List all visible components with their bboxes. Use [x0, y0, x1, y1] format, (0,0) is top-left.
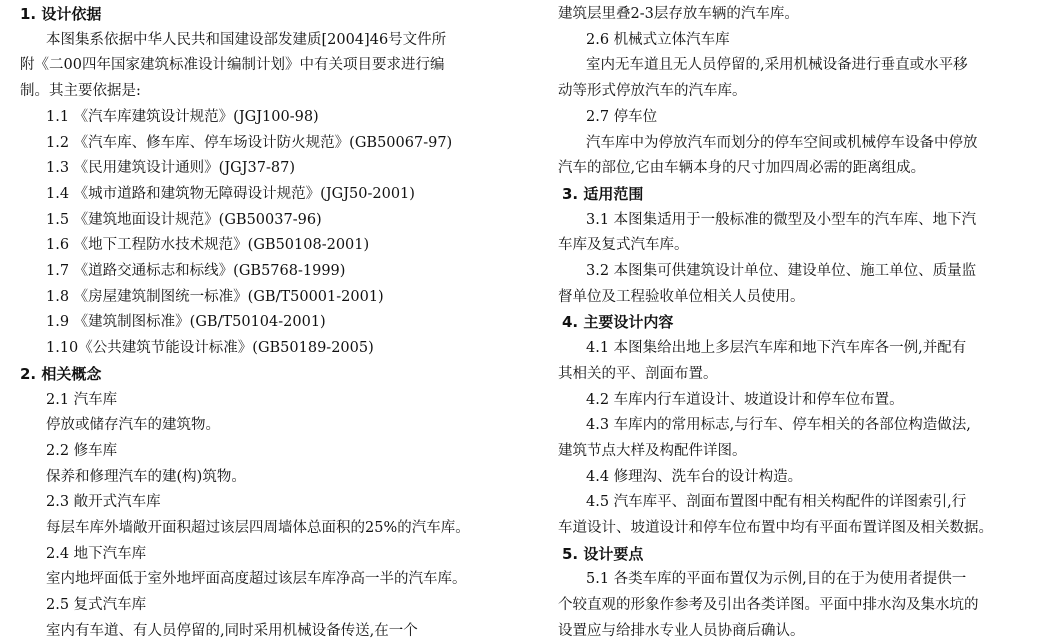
- text-line: 1.2 《汽车库、修车库、停车场设计防火规范》(GB50067-97): [46, 134, 453, 151]
- text-line: 室内地坪面低于室外地坪面高度超过该层车库净高一半的汽车库。: [46, 571, 467, 588]
- text-line: 车库及复式汽车库。: [558, 237, 689, 254]
- text-line: 1.4 《城市道路和建筑物无障碍设计规范》(JGJ50-2001): [46, 185, 415, 202]
- text-line: 1.3 《民用建筑设计通则》(JGJ37-87): [46, 160, 295, 177]
- text-line: 2.1 汽车库: [46, 391, 118, 408]
- text-line: 1.7 《道路交通标志和标线》(GB5768-1999): [46, 263, 346, 279]
- text-line: 2.2 修车库: [46, 442, 118, 459]
- text-line: 4.3 车库内的常用标志,与行车、停车相关的各部位构造做法,: [586, 417, 971, 434]
- section-heading: 3. 适用范围: [562, 184, 644, 203]
- text-line: 汽车库中为停放汽车而划分的停车空间或机械停车设备中停放: [586, 134, 978, 151]
- text-line: 个较直观的形象作参考及引出各类详图。平面中排水沟及集水坑的: [558, 597, 979, 614]
- text-line: 4.4 修理沟、洗车台的设计构造。: [586, 468, 803, 485]
- text-line: 2.5 复式汽车库: [46, 597, 147, 614]
- text-line: 保养和修理汽车的建(构)筑物。: [46, 468, 246, 485]
- section-heading: 1. 设计依据: [20, 5, 102, 23]
- text-line: 1.10《公共建筑节能设计标准》(GB50189-2005): [46, 340, 374, 357]
- text-line: 1.9 《建筑制图标准》(GB/T50104-2001): [46, 314, 326, 331]
- text-line: 1.6 《地下工程防水技术规范》(GB50108-2001): [46, 237, 370, 254]
- text-line: 附《二00四年国家建筑标准设计编制计划》中有关项目要求进行编: [20, 57, 445, 74]
- text-line: 建筑节点大样及构配件详图。: [558, 442, 747, 459]
- text-line: 本图集系依据中华人民共和国建设部发建质[2004]46号文件所: [46, 31, 447, 48]
- text-line: 制。其主要依据是:: [20, 83, 141, 100]
- text-line: 设置应与给排水专业人员协商后确认。: [558, 622, 805, 639]
- text-line: 2.3 敞开式汽车库: [46, 494, 161, 511]
- text-line: 车道设计、坡道设计和停车位布置中均有平面布置详图及相关数据。: [558, 520, 993, 536]
- text-line: 室内有车道、有人员停留的,同时采用机械设备传送,在一个: [46, 622, 418, 639]
- text-line: 1.1 《汽车库建筑设计规范》(JGJ100-98): [46, 108, 319, 125]
- section-heading: 5. 设计要点: [562, 544, 644, 563]
- text-line: 室内无车道且无人员停留的,采用机械设备进行垂直或水平移: [586, 57, 968, 74]
- text-line: 3.1 本图集适用于一般标准的微型及小型车的汽车库、地下汽: [586, 211, 977, 228]
- text-line: 4.1 本图集给出地上多层汽车库和地下汽车库各一例,并配有: [586, 340, 967, 357]
- text-line: 每层车库外墙敞开面积超过该层四周墙体总面积的25%的汽车库。: [46, 520, 470, 536]
- text-line: 1.8 《房屋建筑制图统一标准》(GB/T50001-2001): [46, 288, 384, 305]
- text-line: 3.2 本图集可供建筑设计单位、建设单位、施工单位、质量监: [586, 263, 977, 279]
- text-line: 停放或储存汽车的建筑物。: [46, 417, 220, 434]
- text-line: 1.5 《建筑地面设计规范》(GB50037-96): [46, 211, 322, 228]
- text-line: 动等形式停放汽车的汽车库。: [558, 83, 747, 100]
- section-heading: 4. 主要设计内容: [562, 313, 674, 332]
- text-line: 2.4 地下汽车库: [46, 545, 147, 562]
- text-line: 其相关的平、剖面布置。: [558, 365, 718, 382]
- text-line: 5.1 各类车库的平面布置仅为示例,目的在于为使用者提供一: [586, 571, 967, 588]
- text-line: 2.7 停车位: [586, 108, 658, 125]
- text-line: 汽车的部位,它由车辆本身的尺寸加四周必需的距离组成。: [558, 160, 926, 177]
- text-line: 建筑层里叠2-3层存放车辆的汽车库。: [558, 6, 799, 22]
- section-heading: 2. 相关概念: [20, 364, 102, 383]
- text-line: 4.2 车库内行车道设计、坡道设计和停车位布置。: [586, 391, 904, 408]
- text-line: 2.6 机械式立体汽车库: [586, 31, 730, 48]
- text-line: 4.5 汽车库平、剖面布置图中配有相关构配件的详图索引,行: [586, 494, 967, 511]
- text-line: 督单位及工程验收单位相关人员使用。: [558, 288, 805, 305]
